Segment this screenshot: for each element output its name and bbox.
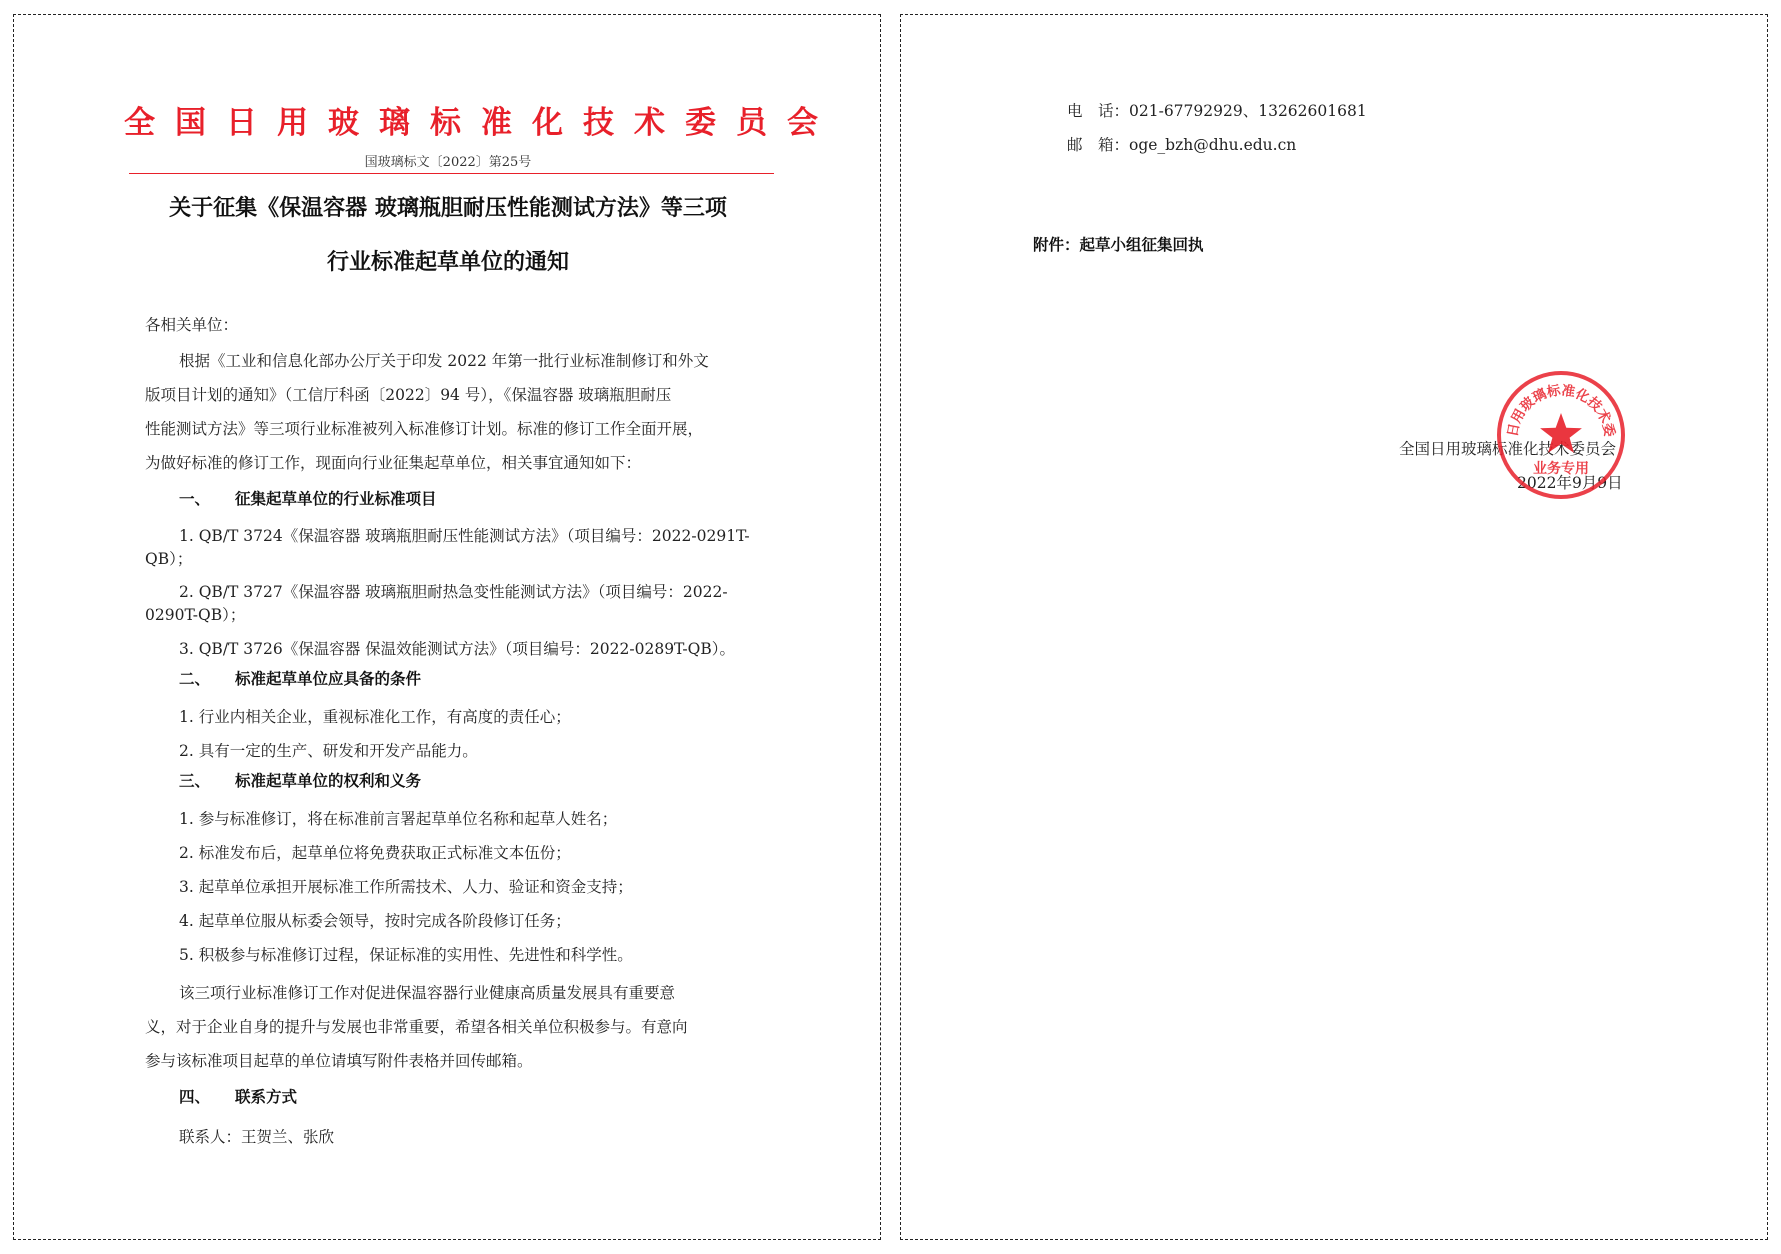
- section-2-title: 标准起草单位应具备的条件: [235, 670, 422, 688]
- intro-line-3: 性能测试方法》等三项行业标准被列入标准修订计划。标准的修订工作全面开展，: [145, 420, 704, 438]
- section-3-number: 三、: [179, 772, 211, 790]
- closing-line-2: 义，对于企业自身的提升与发展也非常重要，希望各相关单位积极参与。有意向: [145, 1018, 688, 1036]
- notice-title-line-1: 关于征集《保温容器 玻璃瓶胆耐压性能测试方法》等三项: [169, 196, 727, 221]
- section-1-number: 一、: [179, 490, 211, 508]
- closing-line-1: 该三项行业标准修订工作对促进保温容器行业健康高质量发展具有重要意: [179, 984, 676, 1002]
- official-seal: [1495, 369, 1627, 501]
- seal-graphic: [1495, 369, 1627, 501]
- attachment-label: 附件：起草小组征集回执: [1033, 236, 1204, 254]
- signature-date: 2022年9月9日: [1517, 474, 1623, 492]
- section-4-number: 四、: [179, 1088, 211, 1106]
- seal-star-icon: [1540, 413, 1582, 453]
- seal-arc-text: 日用玻璃标准化技术委: [1504, 382, 1618, 439]
- intro-line-2: 版项目计划的通知》（工信厅科函〔2022〕94 号），《保温容器 玻璃瓶胆耐压: [145, 386, 672, 404]
- section-4-title: 联系方式: [235, 1088, 298, 1106]
- seal-bottom-text: 业务专用: [1533, 461, 1589, 477]
- contact-person: 联系人：王贺兰、张欣: [179, 1128, 335, 1146]
- section-1-item-2: 2. QB/T 3727《保温容器 玻璃瓶胆耐热急变性能测试方法》（项目编号：2022-0290T-QB）；: [145, 583, 728, 624]
- intro-line-1: 根据《工业和信息化部办公厅关于印发 2022 年第一批行业标准制修订和外文: [179, 352, 709, 370]
- section-3-item-2: 2. 标准发布后，起草单位将免费获取正式标准文本伍份；: [179, 844, 571, 862]
- document-page-1: [13, 14, 881, 1240]
- doc-number: 国玻璃标文〔2022〕第25号: [364, 155, 532, 170]
- closing-line-3: 参与该标准项目起草的单位请填写附件表格并回传邮箱。: [145, 1052, 533, 1070]
- section-2-heading: [179, 667, 421, 689]
- signature-org: 全国日用玻璃标准化技术委员会: [1399, 440, 1617, 458]
- contact-email: 邮 箱：oge_bzh@dhu.edu.cn: [1067, 136, 1297, 154]
- section-3-item-4: 4. 起草单位服从标委会领导，按时完成各阶段修订任务；: [179, 912, 571, 930]
- section-1-title: 征集起草单位的行业标准项目: [235, 490, 437, 508]
- section-3-item-5: 5. 积极参与标准修订过程，保证标准的实用性、先进性和科学性。: [179, 946, 633, 964]
- document-page-2: [900, 14, 1768, 1240]
- notice-title-line-2: 行业标准起草单位的通知: [326, 250, 569, 275]
- section-3-item-3: 3. 起草单位承担开展标准工作所需技术、人力、验证和资金支持；: [179, 878, 633, 896]
- section-3-item-1: 1. 参与标准修订，将在标准前言署起草单位名称和起草人姓名；: [179, 810, 618, 828]
- section-3-heading: [179, 769, 421, 791]
- section-4-heading: [179, 1085, 297, 1107]
- section-3-title: 标准起草单位的权利和义务: [235, 772, 422, 790]
- salutation: 各相关单位：: [145, 316, 239, 334]
- intro-line-4: 为做好标准的修订工作，现面向行业征集起草单位，相关事宜通知如下：: [145, 454, 642, 472]
- contact-phone: 电 话：021-67792929、13262601681: [1067, 102, 1367, 120]
- section-1-item-1: 1. QB/T 3724《保温容器 玻璃瓶胆耐压性能测试方法》（项目编号：2022-0291T-QB）；: [145, 527, 750, 568]
- section-1-heading: [179, 487, 437, 509]
- section-1-item-3: 3. QB/T 3726《保温容器 保温效能测试方法》（项目编号：2022-0289T-QB）。: [179, 640, 735, 658]
- section-2-item-1: 1. 行业内相关企业，重视标准化工作，有高度的责任心；: [179, 708, 571, 726]
- org-title: 全国日用玻璃标准化技术委员会: [124, 105, 838, 141]
- section-2-item-2: 2. 具有一定的生产、研发和开发产品能力。: [179, 742, 478, 760]
- section-2-number: 二、: [179, 670, 211, 688]
- header-rule: [129, 173, 774, 174]
